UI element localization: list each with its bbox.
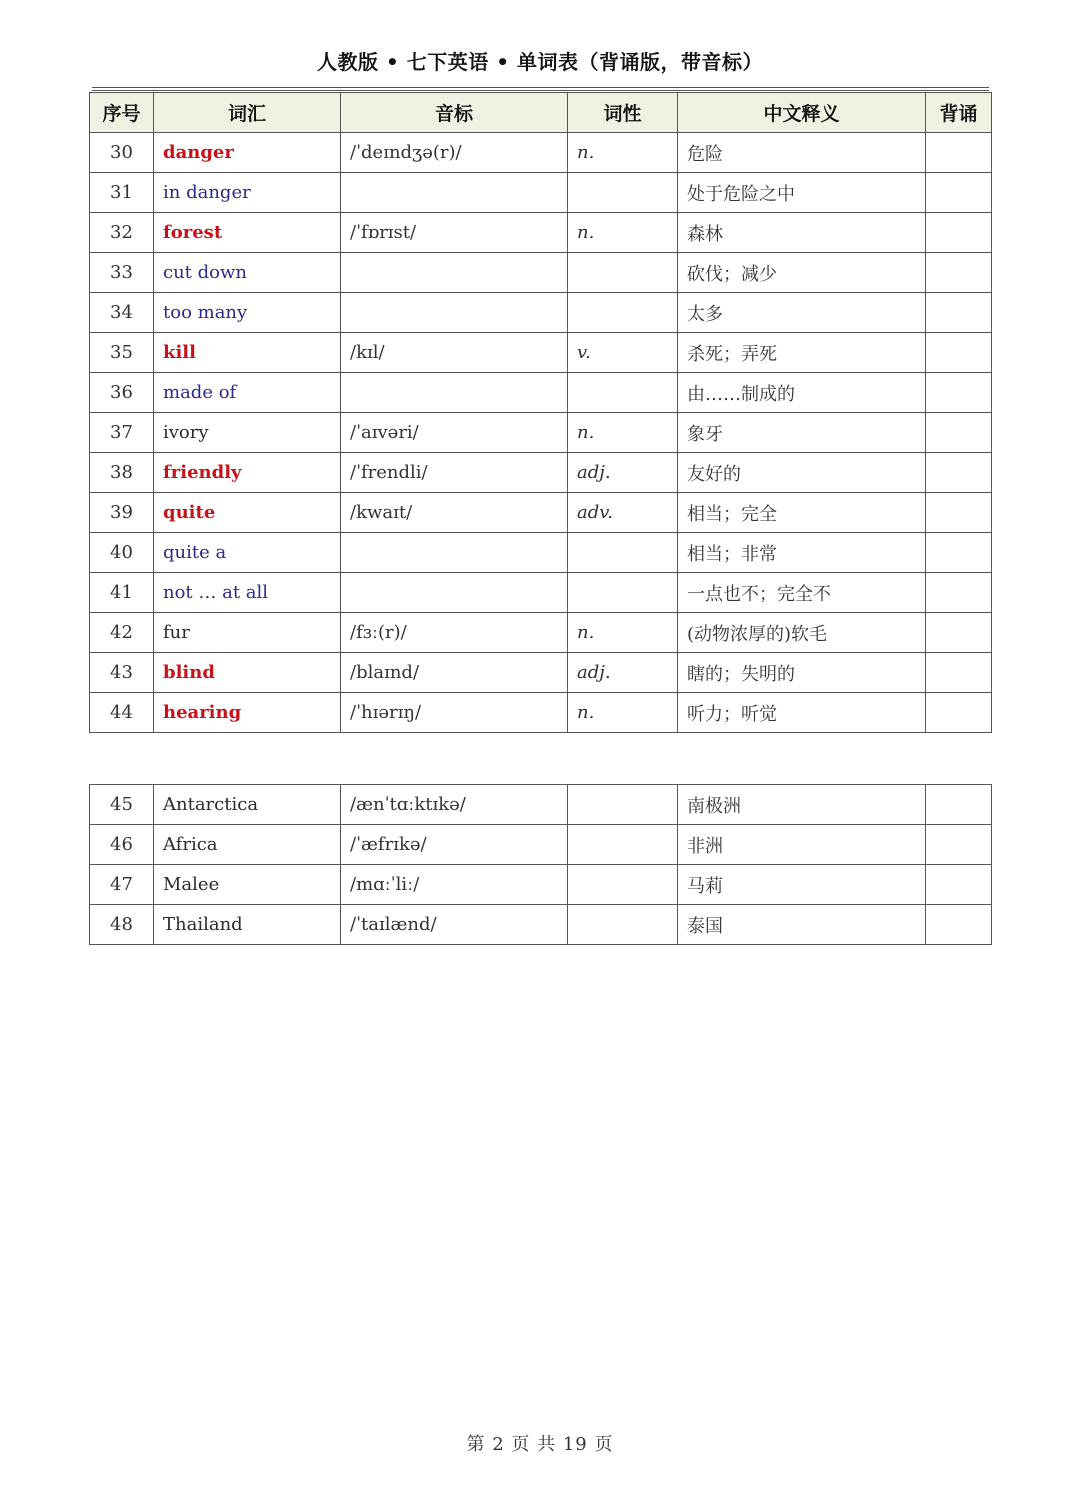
number-cell: 43 [90, 653, 154, 693]
meaning-cell: 泰国 [678, 905, 926, 945]
phonetic-cell: /fɜː(r)/ [341, 613, 568, 653]
recite-cell [926, 333, 992, 373]
meaning-cell: 太多 [678, 293, 926, 333]
table-row [90, 493, 992, 533]
table-row [90, 905, 992, 945]
recite-cell [926, 493, 992, 533]
table-row [90, 293, 992, 333]
word-cell: in danger [154, 173, 341, 213]
number-cell: 30 [90, 133, 154, 173]
table-row [90, 693, 992, 733]
table-row [90, 173, 992, 213]
phonetic-cell [341, 533, 568, 573]
word-cell: made of [154, 373, 341, 413]
meaning-cell: 杀死；弄死 [678, 333, 926, 373]
recite-cell [926, 373, 992, 413]
meaning-cell: 非洲 [678, 825, 926, 865]
meaning-cell: 友好的 [678, 453, 926, 493]
part-of-speech-cell [568, 533, 678, 573]
meaning-cell: 听力；听觉 [678, 693, 926, 733]
meaning-cell: 森林 [678, 213, 926, 253]
part-of-speech-cell [568, 373, 678, 413]
word-cell: Thailand [154, 905, 341, 945]
phonetic-cell: /kwaɪt/ [341, 493, 568, 533]
recite-cell [926, 865, 992, 905]
number-cell: 42 [90, 613, 154, 653]
recite-cell [926, 293, 992, 333]
header-phonetic: 音标 [341, 93, 568, 133]
part-of-speech-cell: adv. [568, 493, 678, 533]
recite-cell [926, 133, 992, 173]
number-cell: 36 [90, 373, 154, 413]
header-part-of-speech: 词性 [568, 93, 678, 133]
table-row [90, 613, 992, 653]
phonetic-cell: /ˈfɒrɪst/ [341, 213, 568, 253]
part-of-speech-cell: v. [568, 333, 678, 373]
number-cell: 38 [90, 453, 154, 493]
part-of-speech-cell: n. [568, 413, 678, 453]
phonetic-cell: /ˈæfrɪkə/ [341, 825, 568, 865]
number-cell: 34 [90, 293, 154, 333]
recite-cell [926, 905, 992, 945]
table-row [90, 133, 992, 173]
meaning-cell: 相当；完全 [678, 493, 926, 533]
table-row [90, 825, 992, 865]
phonetic-cell: /blaɪnd/ [341, 653, 568, 693]
word-cell: forest [154, 213, 341, 253]
part-of-speech-cell [568, 573, 678, 613]
phonetic-cell: /mɑːˈliː/ [341, 865, 568, 905]
recite-cell [926, 573, 992, 613]
part-of-speech-cell: n. [568, 613, 678, 653]
header-number: 序号 [90, 93, 154, 133]
number-cell: 47 [90, 865, 154, 905]
number-cell: 33 [90, 253, 154, 293]
table-row [90, 785, 992, 825]
meaning-cell: 处于危险之中 [678, 173, 926, 213]
part-of-speech-cell: n. [568, 693, 678, 733]
header-word: 词汇 [154, 93, 341, 133]
phonetic-cell: /ˈdeɪndʒə(r)/ [341, 133, 568, 173]
word-cell: kill [154, 333, 341, 373]
table-row [90, 453, 992, 493]
number-cell: 31 [90, 173, 154, 213]
table-row [90, 533, 992, 573]
recite-cell [926, 453, 992, 493]
vocabulary-table [89, 92, 992, 733]
part-of-speech-cell [568, 293, 678, 333]
word-cell: too many [154, 293, 341, 333]
recite-cell [926, 613, 992, 653]
meaning-cell: 马莉 [678, 865, 926, 905]
part-of-speech-cell [568, 905, 678, 945]
recite-cell [926, 413, 992, 453]
part-of-speech-cell: adj. [568, 653, 678, 693]
part-of-speech-cell [568, 173, 678, 213]
word-cell: blind [154, 653, 341, 693]
word-cell: quite a [154, 533, 341, 573]
word-cell: Africa [154, 825, 341, 865]
phonetic-cell [341, 253, 568, 293]
part-of-speech-cell: adj. [568, 453, 678, 493]
number-cell: 41 [90, 573, 154, 613]
recite-cell [926, 785, 992, 825]
number-cell: 44 [90, 693, 154, 733]
table-header-row [90, 93, 992, 133]
number-cell: 39 [90, 493, 154, 533]
table-row [90, 253, 992, 293]
phonetic-cell: /kɪl/ [341, 333, 568, 373]
proper-nouns-table [89, 784, 992, 945]
part-of-speech-cell [568, 785, 678, 825]
meaning-cell: 危险 [678, 133, 926, 173]
table-row [90, 865, 992, 905]
word-cell: not … at all [154, 573, 341, 613]
phonetic-cell: /ænˈtɑːktɪkə/ [341, 785, 568, 825]
recite-cell [926, 825, 992, 865]
meaning-cell: (动物浓厚的)软毛 [678, 613, 926, 653]
document-title: 人教版 • 七下英语 • 单词表（背诵版，带音标） [317, 50, 763, 74]
number-cell: 45 [90, 785, 154, 825]
meaning-cell: 一点也不；完全不 [678, 573, 926, 613]
recite-cell [926, 213, 992, 253]
number-cell: 46 [90, 825, 154, 865]
part-of-speech-cell: n. [568, 133, 678, 173]
phonetic-cell [341, 293, 568, 333]
phonetic-cell: /ˈaɪvəri/ [341, 413, 568, 453]
word-cell: danger [154, 133, 341, 173]
table-row [90, 213, 992, 253]
part-of-speech-cell [568, 253, 678, 293]
phonetic-cell [341, 173, 568, 213]
table-row [90, 573, 992, 613]
word-cell: ivory [154, 413, 341, 453]
table-row [90, 653, 992, 693]
phonetic-cell: /ˈfrendli/ [341, 453, 568, 493]
word-cell: hearing [154, 693, 341, 733]
recite-cell [926, 253, 992, 293]
phonetic-cell [341, 573, 568, 613]
word-cell: fur [154, 613, 341, 653]
number-cell: 40 [90, 533, 154, 573]
meaning-cell: 南极洲 [678, 785, 926, 825]
meaning-cell: 砍伐；减少 [678, 253, 926, 293]
word-cell: quite [154, 493, 341, 533]
number-cell: 35 [90, 333, 154, 373]
title-divider [92, 87, 989, 88]
table-row [90, 413, 992, 453]
word-cell: Malee [154, 865, 341, 905]
phonetic-cell: /ˈhɪərɪŋ/ [341, 693, 568, 733]
page-number: 第 2 页 共 19 页 [466, 1434, 614, 1455]
meaning-cell: 相当；非常 [678, 533, 926, 573]
recite-cell [926, 173, 992, 213]
word-cell: Antarctica [154, 785, 341, 825]
part-of-speech-cell [568, 865, 678, 905]
part-of-speech-cell [568, 825, 678, 865]
phonetic-cell: /ˈtaɪlænd/ [341, 905, 568, 945]
meaning-cell: 象牙 [678, 413, 926, 453]
recite-cell [926, 533, 992, 573]
part-of-speech-cell: n. [568, 213, 678, 253]
table-row [90, 333, 992, 373]
number-cell: 32 [90, 213, 154, 253]
recite-cell [926, 693, 992, 733]
table-row [90, 373, 992, 413]
word-cell: friendly [154, 453, 341, 493]
phonetic-cell [341, 373, 568, 413]
title-divider [92, 90, 989, 91]
recite-cell [926, 653, 992, 693]
header-meaning: 中文释义 [678, 93, 926, 133]
header-recite: 背诵 [926, 93, 992, 133]
number-cell: 37 [90, 413, 154, 453]
word-cell: cut down [154, 253, 341, 293]
number-cell: 48 [90, 905, 154, 945]
meaning-cell: 瞎的；失明的 [678, 653, 926, 693]
meaning-cell: 由……制成的 [678, 373, 926, 413]
